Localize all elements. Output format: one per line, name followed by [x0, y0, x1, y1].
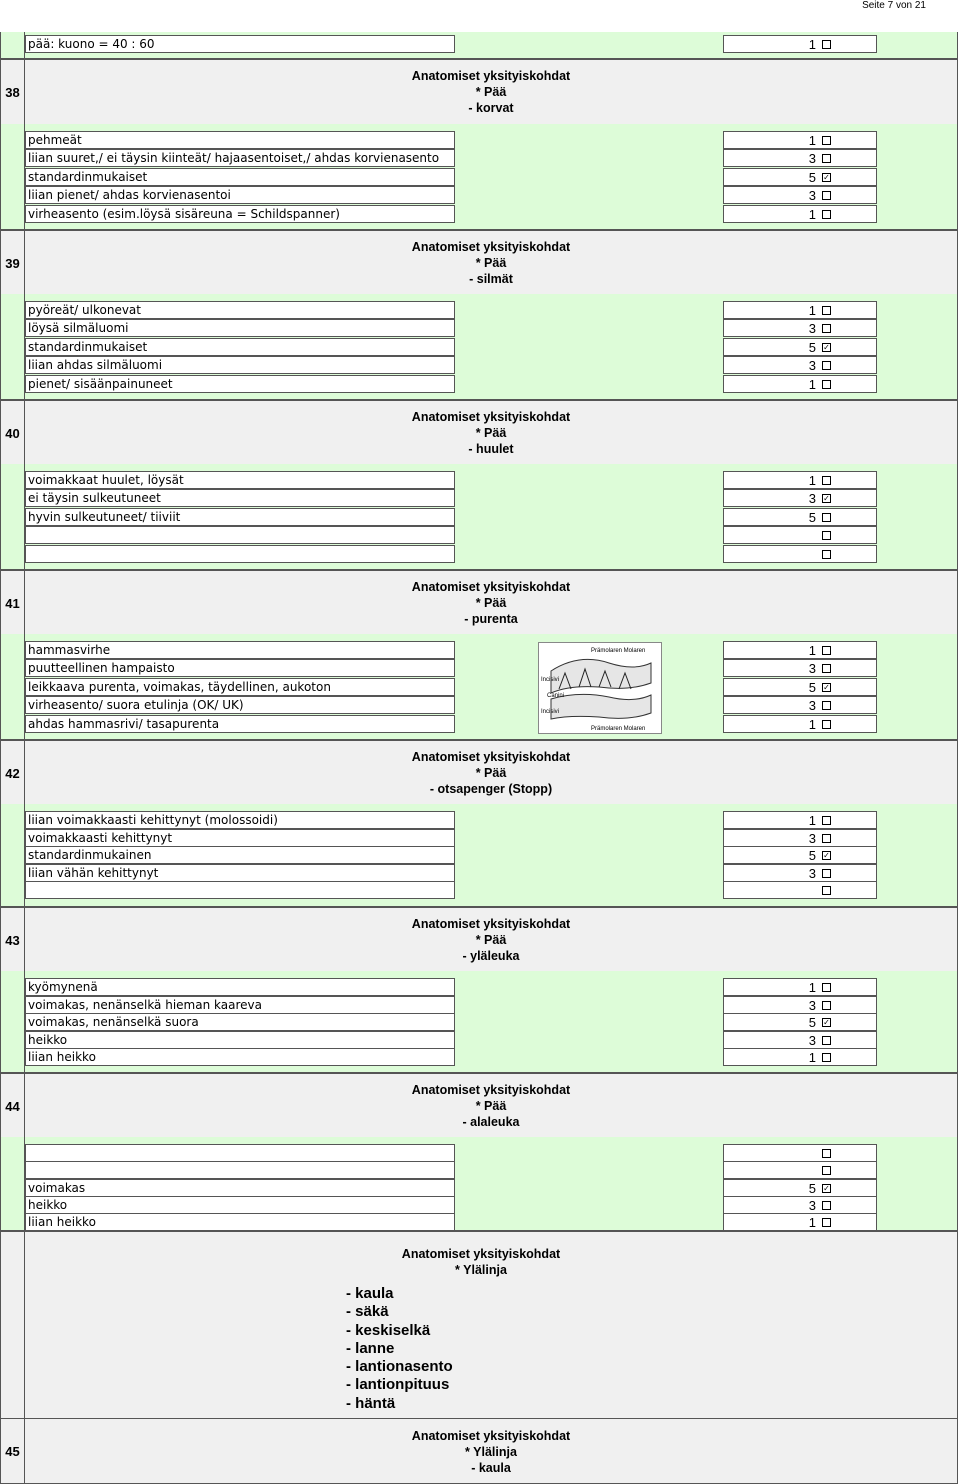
score-value: 1 — [808, 717, 816, 732]
teeth-label: Prämolaren Molaren — [591, 648, 646, 654]
score-cell — [723, 996, 877, 1014]
score-cell — [723, 1144, 877, 1162]
score-value: 1 — [808, 37, 816, 52]
option-label — [25, 881, 455, 899]
score-checkbox[interactable] — [822, 1166, 831, 1175]
score-cell — [723, 319, 877, 337]
teeth-label: Canini — [547, 693, 565, 699]
section-header-45 — [0, 1418, 958, 1484]
score-cell — [723, 1196, 877, 1214]
score-checkbox[interactable]: ✓ — [823, 343, 830, 352]
score-cell — [723, 811, 877, 829]
score-cell — [723, 696, 877, 714]
teeth-label: Prämolaren Molaren — [591, 726, 646, 732]
score-checkbox[interactable] — [822, 210, 831, 219]
score-value: 3 — [808, 151, 816, 166]
overview-part: - lanne — [346, 1339, 395, 1357]
option-label: pehmeät — [25, 131, 455, 149]
section-title: Anatomiset yksityiskohdat * Pää - otsapenger (Stopp) — [411, 750, 571, 796]
overview-part: - häntä — [346, 1394, 396, 1412]
score-checkbox[interactable] — [822, 1201, 831, 1210]
overview-part: - lantionpituus — [346, 1376, 450, 1394]
score-checkbox[interactable] — [822, 306, 831, 315]
score-checkbox[interactable] — [822, 816, 831, 825]
score-checkbox[interactable]: ✓ — [823, 851, 830, 860]
score-cell — [723, 149, 877, 167]
section-header-40 — [0, 400, 958, 466]
section-header-43 — [0, 907, 958, 973]
score-value: 5 — [808, 510, 816, 525]
section-title: Anatomiset yksityiskohdat * Pää - korvat — [411, 69, 571, 115]
section-number: 38 — [1, 60, 25, 124]
option-label: liian suuret,/ ei täysin kiinteät/ hajaasentoiset,/ ahdas korvienasento — [25, 149, 455, 167]
score-value: 3 — [808, 998, 816, 1013]
overview-parts-list — [346, 1285, 453, 1413]
score-checkbox[interactable]: ✓ — [823, 1184, 830, 1193]
score-value: 3 — [808, 831, 816, 846]
score-value: 3 — [808, 866, 816, 881]
section-number: 45 — [1, 1419, 25, 1483]
score-checkbox[interactable] — [822, 1218, 831, 1227]
section-header-39 — [0, 230, 958, 296]
section-title: Anatomiset yksityiskohdat * Pää - alaleuka — [411, 1083, 571, 1129]
score-value: 3 — [808, 1198, 816, 1213]
score-checkbox[interactable] — [822, 40, 831, 49]
option-label: liian voimakkaasti kehittynyt (molossoidi) — [25, 811, 455, 829]
score-cell — [723, 678, 877, 696]
score-value: 1 — [808, 980, 816, 995]
option-label: virheasento (esim.löysä sisäreuna = Schildspanner) — [25, 205, 455, 223]
score-checkbox[interactable] — [822, 361, 831, 370]
score-cell — [723, 829, 877, 847]
overview-title: Anatomiset yksityiskohdat * Ylälinja — [401, 1247, 561, 1277]
score-value: 1 — [808, 813, 816, 828]
score-cell — [723, 186, 877, 204]
option-label: standardinmukaiset — [25, 168, 455, 186]
score-cell — [723, 356, 877, 374]
section-title: Anatomiset yksityiskohdat * Pää - huulet — [411, 410, 571, 456]
option-label: liian heikko — [25, 1048, 455, 1066]
score-checkbox[interactable] — [822, 869, 831, 878]
teeth-label: Incisivi — [541, 677, 560, 683]
section-header-42 — [0, 740, 958, 806]
option-label: virheasento/ suora etulinja (OK/ UK) — [25, 696, 455, 714]
option-label: pää: kuono = 40 : 60 — [25, 35, 455, 53]
score-checkbox[interactable] — [822, 476, 831, 485]
score-value: 3 — [808, 698, 816, 713]
score-value: 1 — [808, 303, 816, 318]
score-checkbox[interactable] — [822, 136, 831, 145]
section-title: Anatomiset yksityiskohdat * Pää - yläleuka — [411, 917, 571, 963]
section-header-38 — [0, 59, 958, 125]
section-title: Anatomiset yksityiskohdat * Ylälinja - kaula — [411, 1429, 571, 1475]
score-checkbox[interactable] — [822, 886, 831, 895]
score-checkbox[interactable] — [822, 1036, 831, 1045]
score-cell — [723, 508, 877, 526]
score-value: 1 — [808, 1215, 816, 1230]
score-cell — [723, 35, 877, 53]
score-value: 5 — [808, 170, 816, 185]
section-number: 42 — [1, 741, 25, 805]
score-cell — [723, 1179, 877, 1197]
option-label: hyvin sulkeutuneet/ tiiviit — [25, 508, 455, 526]
overview-part: - säkä — [346, 1303, 389, 1321]
teeth-diagram-image — [538, 642, 662, 734]
score-checkbox[interactable] — [822, 701, 831, 710]
score-checkbox[interactable] — [822, 1149, 831, 1158]
score-cell — [723, 1161, 877, 1179]
score-value: 3 — [808, 1033, 816, 1048]
score-cell — [723, 641, 877, 659]
option-label: voimakkaat huulet, löysät — [25, 471, 455, 489]
score-value: 1 — [808, 473, 816, 488]
score-checkbox[interactable] — [822, 191, 831, 200]
option-label — [25, 526, 455, 544]
score-checkbox[interactable] — [822, 324, 831, 333]
score-value: 3 — [808, 661, 816, 676]
option-label: puutteellinen hampaisto — [25, 659, 455, 677]
score-value: 3 — [808, 321, 816, 336]
score-cell — [723, 131, 877, 149]
score-checkbox[interactable] — [822, 720, 831, 729]
score-cell — [723, 1031, 877, 1049]
option-label: voimakkaasti kehittynyt — [25, 829, 455, 847]
option-label: pienet/ sisäänpainuneet — [25, 375, 455, 393]
section-number: 40 — [1, 401, 25, 465]
score-value: 1 — [808, 133, 816, 148]
score-value: 5 — [808, 848, 816, 863]
score-value: 1 — [808, 207, 816, 222]
score-value: 1 — [808, 377, 816, 392]
score-checkbox[interactable]: ✓ — [823, 494, 830, 503]
score-checkbox[interactable] — [822, 380, 831, 389]
section-number: 44 — [1, 1074, 25, 1138]
score-cell — [723, 375, 877, 393]
option-label: liian heikko — [25, 1213, 455, 1231]
option-label: heikko — [25, 1196, 455, 1214]
overview-part: - keskiselkä — [346, 1321, 431, 1339]
option-label: kyömynenä — [25, 978, 455, 996]
section-title: Anatomiset yksityiskohdat * Pää - purenta — [411, 580, 571, 626]
score-checkbox[interactable] — [822, 664, 831, 673]
option-label — [25, 545, 455, 563]
score-checkbox[interactable]: ✓ — [823, 683, 830, 692]
score-cell — [723, 489, 877, 507]
score-cell — [723, 864, 877, 882]
option-label: voimakas — [25, 1179, 455, 1197]
score-checkbox[interactable] — [822, 531, 831, 540]
option-label — [25, 1161, 455, 1179]
section-title: Anatomiset yksityiskohdat * Pää - silmät — [411, 240, 571, 286]
option-label: liian vähän kehittynyt — [25, 864, 455, 882]
score-cell — [723, 978, 877, 996]
score-checkbox[interactable] — [822, 550, 831, 559]
score-checkbox[interactable] — [822, 1001, 831, 1010]
teeth-label: Incisivi — [541, 709, 560, 715]
score-checkbox[interactable] — [822, 513, 831, 522]
score-value: 3 — [808, 188, 816, 203]
score-cell — [723, 846, 877, 864]
score-value: 5 — [808, 340, 816, 355]
score-cell — [723, 168, 877, 186]
option-label: ei täysin sulkeutuneet — [25, 489, 455, 507]
score-value: 5 — [808, 680, 816, 695]
score-cell — [723, 1213, 877, 1231]
option-label: liian pienet/ ahdas korvienasentoi — [25, 186, 455, 204]
section-number: 41 — [1, 571, 25, 635]
score-cell — [723, 471, 877, 489]
section-number: 39 — [1, 231, 25, 295]
section-header-41 — [0, 570, 958, 636]
score-checkbox[interactable]: ✓ — [823, 1018, 830, 1027]
score-value: 5 — [808, 1181, 816, 1196]
option-label: ahdas hammasrivi/ tasapurenta — [25, 715, 455, 733]
option-label: standardinmukaiset — [25, 338, 455, 356]
overview-part: - kaula — [346, 1285, 394, 1302]
score-cell — [723, 1048, 877, 1066]
score-value: 3 — [808, 491, 816, 506]
score-cell — [723, 545, 877, 563]
option-label: heikko — [25, 1031, 455, 1049]
overview-part: - lantionasento — [346, 1358, 453, 1376]
option-label: leikkaava purenta, voimakas, täydellinen, aukoton — [25, 678, 455, 696]
section-header-44 — [0, 1073, 958, 1139]
score-checkbox[interactable]: ✓ — [823, 173, 830, 182]
score-cell — [723, 659, 877, 677]
score-checkbox[interactable] — [822, 1053, 831, 1062]
overview-block — [0, 1231, 958, 1419]
option-label: voimakas, nenänselkä hieman kaareva — [25, 996, 455, 1014]
option-label: standardinmukainen — [25, 846, 455, 864]
score-value: 1 — [808, 1050, 816, 1065]
score-value: 5 — [808, 1015, 816, 1030]
score-cell — [723, 301, 877, 319]
option-label: liian ahdas silmäluomi — [25, 356, 455, 374]
option-label: voimakas, nenänselkä suora — [25, 1013, 455, 1031]
score-cell — [723, 205, 877, 223]
page-number: Seite 7 von 21 — [862, 0, 926, 11]
score-value: 1 — [808, 643, 816, 658]
score-checkbox[interactable] — [822, 154, 831, 163]
option-label: pyöreät/ ulkonevat — [25, 301, 455, 319]
score-cell — [723, 338, 877, 356]
score-value: 3 — [808, 358, 816, 373]
option-label: hammasvirhe — [25, 641, 455, 659]
score-cell — [723, 715, 877, 733]
score-cell — [723, 526, 877, 544]
score-checkbox[interactable] — [822, 646, 831, 655]
score-cell — [723, 881, 877, 899]
option-label: löysä silmäluomi — [25, 319, 455, 337]
score-checkbox[interactable] — [822, 983, 831, 992]
option-label — [25, 1144, 455, 1162]
score-checkbox[interactable] — [822, 834, 831, 843]
score-cell — [723, 1013, 877, 1031]
section-number: 43 — [1, 908, 25, 972]
